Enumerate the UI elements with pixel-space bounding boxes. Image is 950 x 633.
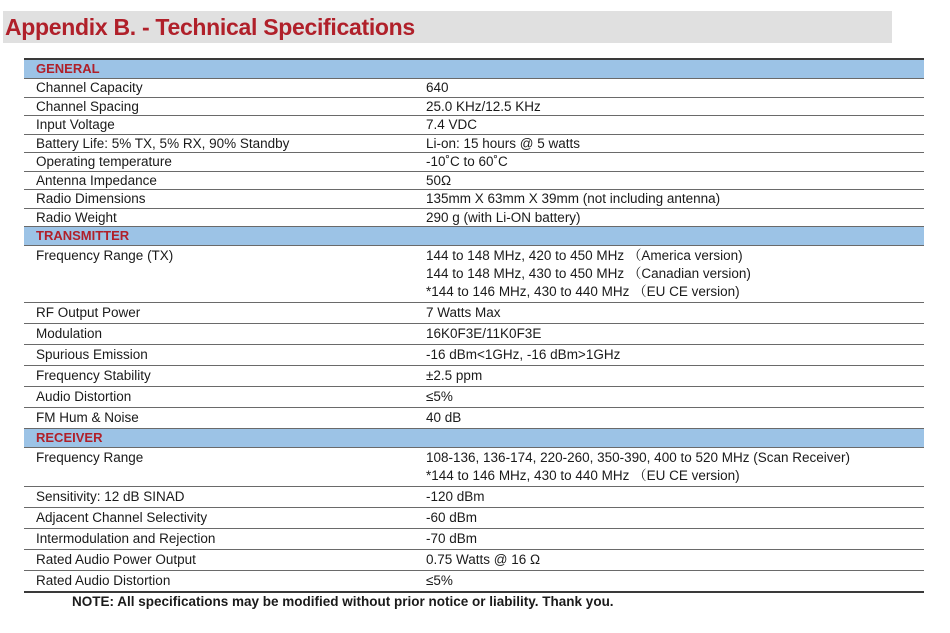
section-header	[24, 429, 924, 448]
spec-row	[24, 408, 924, 429]
spec-row	[24, 134, 924, 153]
spec-row	[24, 303, 924, 324]
spec-value-line: -10˚C to 60˚C	[426, 154, 508, 169]
spec-value	[413, 134, 924, 153]
spec-row	[24, 487, 924, 508]
spec-label: Sensitivity: 12 dB SINAD	[24, 487, 413, 508]
spec-value	[413, 190, 924, 209]
spec-label: Channel Capacity	[24, 79, 413, 98]
spec-value	[413, 508, 924, 529]
spec-row	[24, 153, 924, 172]
spec-label: Modulation	[24, 324, 413, 345]
spec-value	[413, 571, 924, 593]
section-title: RECEIVER	[24, 429, 413, 448]
section-header-filler	[413, 59, 924, 79]
spec-value-line: ±2.5 ppm	[426, 368, 483, 383]
spec-value-line: 50Ω	[426, 172, 452, 188]
spec-value-line: 144 to 148 MHz, 430 to 450 MHz （Canadian version)	[426, 266, 751, 281]
spec-value-line: 25.0 KHz/12.5 KHz	[426, 98, 541, 114]
spec-label: FM Hum & Noise	[24, 408, 413, 429]
spec-label: Intermodulation and Rejection	[24, 529, 413, 550]
page-title: Appendix B. - Technical Specifications	[5, 14, 415, 40]
spec-label: Rated Audio Distortion	[24, 571, 413, 593]
spec-value-line: 0.75 Watts @ 16 Ω	[426, 552, 541, 567]
spec-value	[413, 345, 924, 366]
spec-value-line: 7 Watts Max	[426, 305, 501, 320]
section-title: GENERAL	[24, 59, 413, 79]
spec-value	[413, 246, 924, 303]
spec-row	[24, 387, 924, 408]
spec-row	[24, 171, 924, 190]
spec-row	[24, 246, 924, 303]
spec-label: Radio Weight	[24, 208, 413, 227]
spec-label: Antenna Impedance	[24, 171, 413, 190]
spec-value	[413, 79, 924, 98]
spec-value	[413, 97, 924, 116]
spec-value	[413, 408, 924, 429]
spec-row	[24, 508, 924, 529]
section-header-filler	[413, 227, 924, 246]
spec-value	[413, 529, 924, 550]
section-header	[24, 59, 924, 79]
spec-label: Frequency Range	[24, 448, 413, 487]
spec-row	[24, 324, 924, 345]
spec-value-line: 290 g (with Li-ON battery)	[426, 209, 581, 225]
spec-row	[24, 448, 924, 487]
title-bar	[3, 11, 892, 43]
spec-value-line: *144 to 146 MHz, 430 to 440 MHz （EU CE version)	[426, 284, 740, 299]
spec-value-line: -16 dBm<1GHz, -16 dBm>1GHz	[426, 347, 621, 362]
spec-label: Channel Spacing	[24, 97, 413, 116]
spec-value-line: 40 dB	[426, 410, 462, 425]
spec-row	[24, 208, 924, 227]
spec-row	[24, 97, 924, 116]
spec-label: Adjacent Channel Selectivity	[24, 508, 413, 529]
spec-label: Frequency Stability	[24, 366, 413, 387]
spec-row	[24, 79, 924, 98]
spec-value	[413, 324, 924, 345]
spec-value	[413, 448, 924, 487]
spec-value-line: *144 to 146 MHz, 430 to 440 MHz （EU CE version)	[426, 468, 740, 483]
spec-value	[413, 171, 924, 190]
spec-label: RF Output Power	[24, 303, 413, 324]
spec-value-line: ≤5%	[426, 573, 453, 588]
spec-value	[413, 487, 924, 508]
spec-row	[24, 550, 924, 571]
spec-value-line: 108-136, 136-174, 220-260, 350-390, 400 to 520 MHz (Scan Receiver)	[426, 450, 851, 465]
spec-label: Frequency Range (TX)	[24, 246, 413, 303]
spec-value	[413, 303, 924, 324]
spec-value-line: -70 dBm	[426, 531, 478, 546]
spec-value	[413, 387, 924, 408]
spec-value-line: -120 dBm	[426, 489, 485, 504]
spec-value-line: 16K0F3E/11K0F3E	[426, 326, 542, 341]
spec-label: Audio Distortion	[24, 387, 413, 408]
spec-value-line: 135mm X 63mm X 39mm (not including antenna)	[426, 191, 721, 206]
spec-row	[24, 345, 924, 366]
spec-value-line: 144 to 148 MHz, 420 to 450 MHz （America version)	[426, 248, 743, 263]
disclaimer-note: NOTE: All specifications may be modified without prior notice or liability. Thank you.	[72, 594, 614, 609]
spec-row	[24, 366, 924, 387]
spec-value	[413, 208, 924, 227]
spec-label: Spurious Emission	[24, 345, 413, 366]
section-header	[24, 227, 924, 246]
spec-value-line: -60 dBm	[426, 510, 478, 525]
spec-value-line: 640	[426, 80, 449, 95]
spec-row	[24, 571, 924, 593]
spec-label: Radio Dimensions	[24, 190, 413, 209]
spec-row	[24, 190, 924, 209]
spec-row	[24, 116, 924, 135]
spec-label: Battery Life: 5% TX, 5% RX, 90% Standby	[24, 134, 413, 153]
spec-label: Rated Audio Power Output	[24, 550, 413, 571]
spec-value	[413, 366, 924, 387]
spec-value	[413, 116, 924, 135]
section-title: TRANSMITTER	[24, 227, 413, 246]
section-header-filler	[413, 429, 924, 448]
spec-label: Input Voltage	[24, 116, 413, 135]
specifications-table	[24, 58, 924, 593]
spec-value-line: Li-on: 15 hours @ 5 watts	[426, 135, 581, 151]
spec-value	[413, 550, 924, 571]
spec-value-line: ≤5%	[426, 389, 453, 404]
spec-value	[413, 153, 924, 172]
spec-label: Operating temperature	[24, 153, 413, 172]
spec-value-line: 7.4 VDC	[426, 117, 478, 132]
spec-row	[24, 529, 924, 550]
